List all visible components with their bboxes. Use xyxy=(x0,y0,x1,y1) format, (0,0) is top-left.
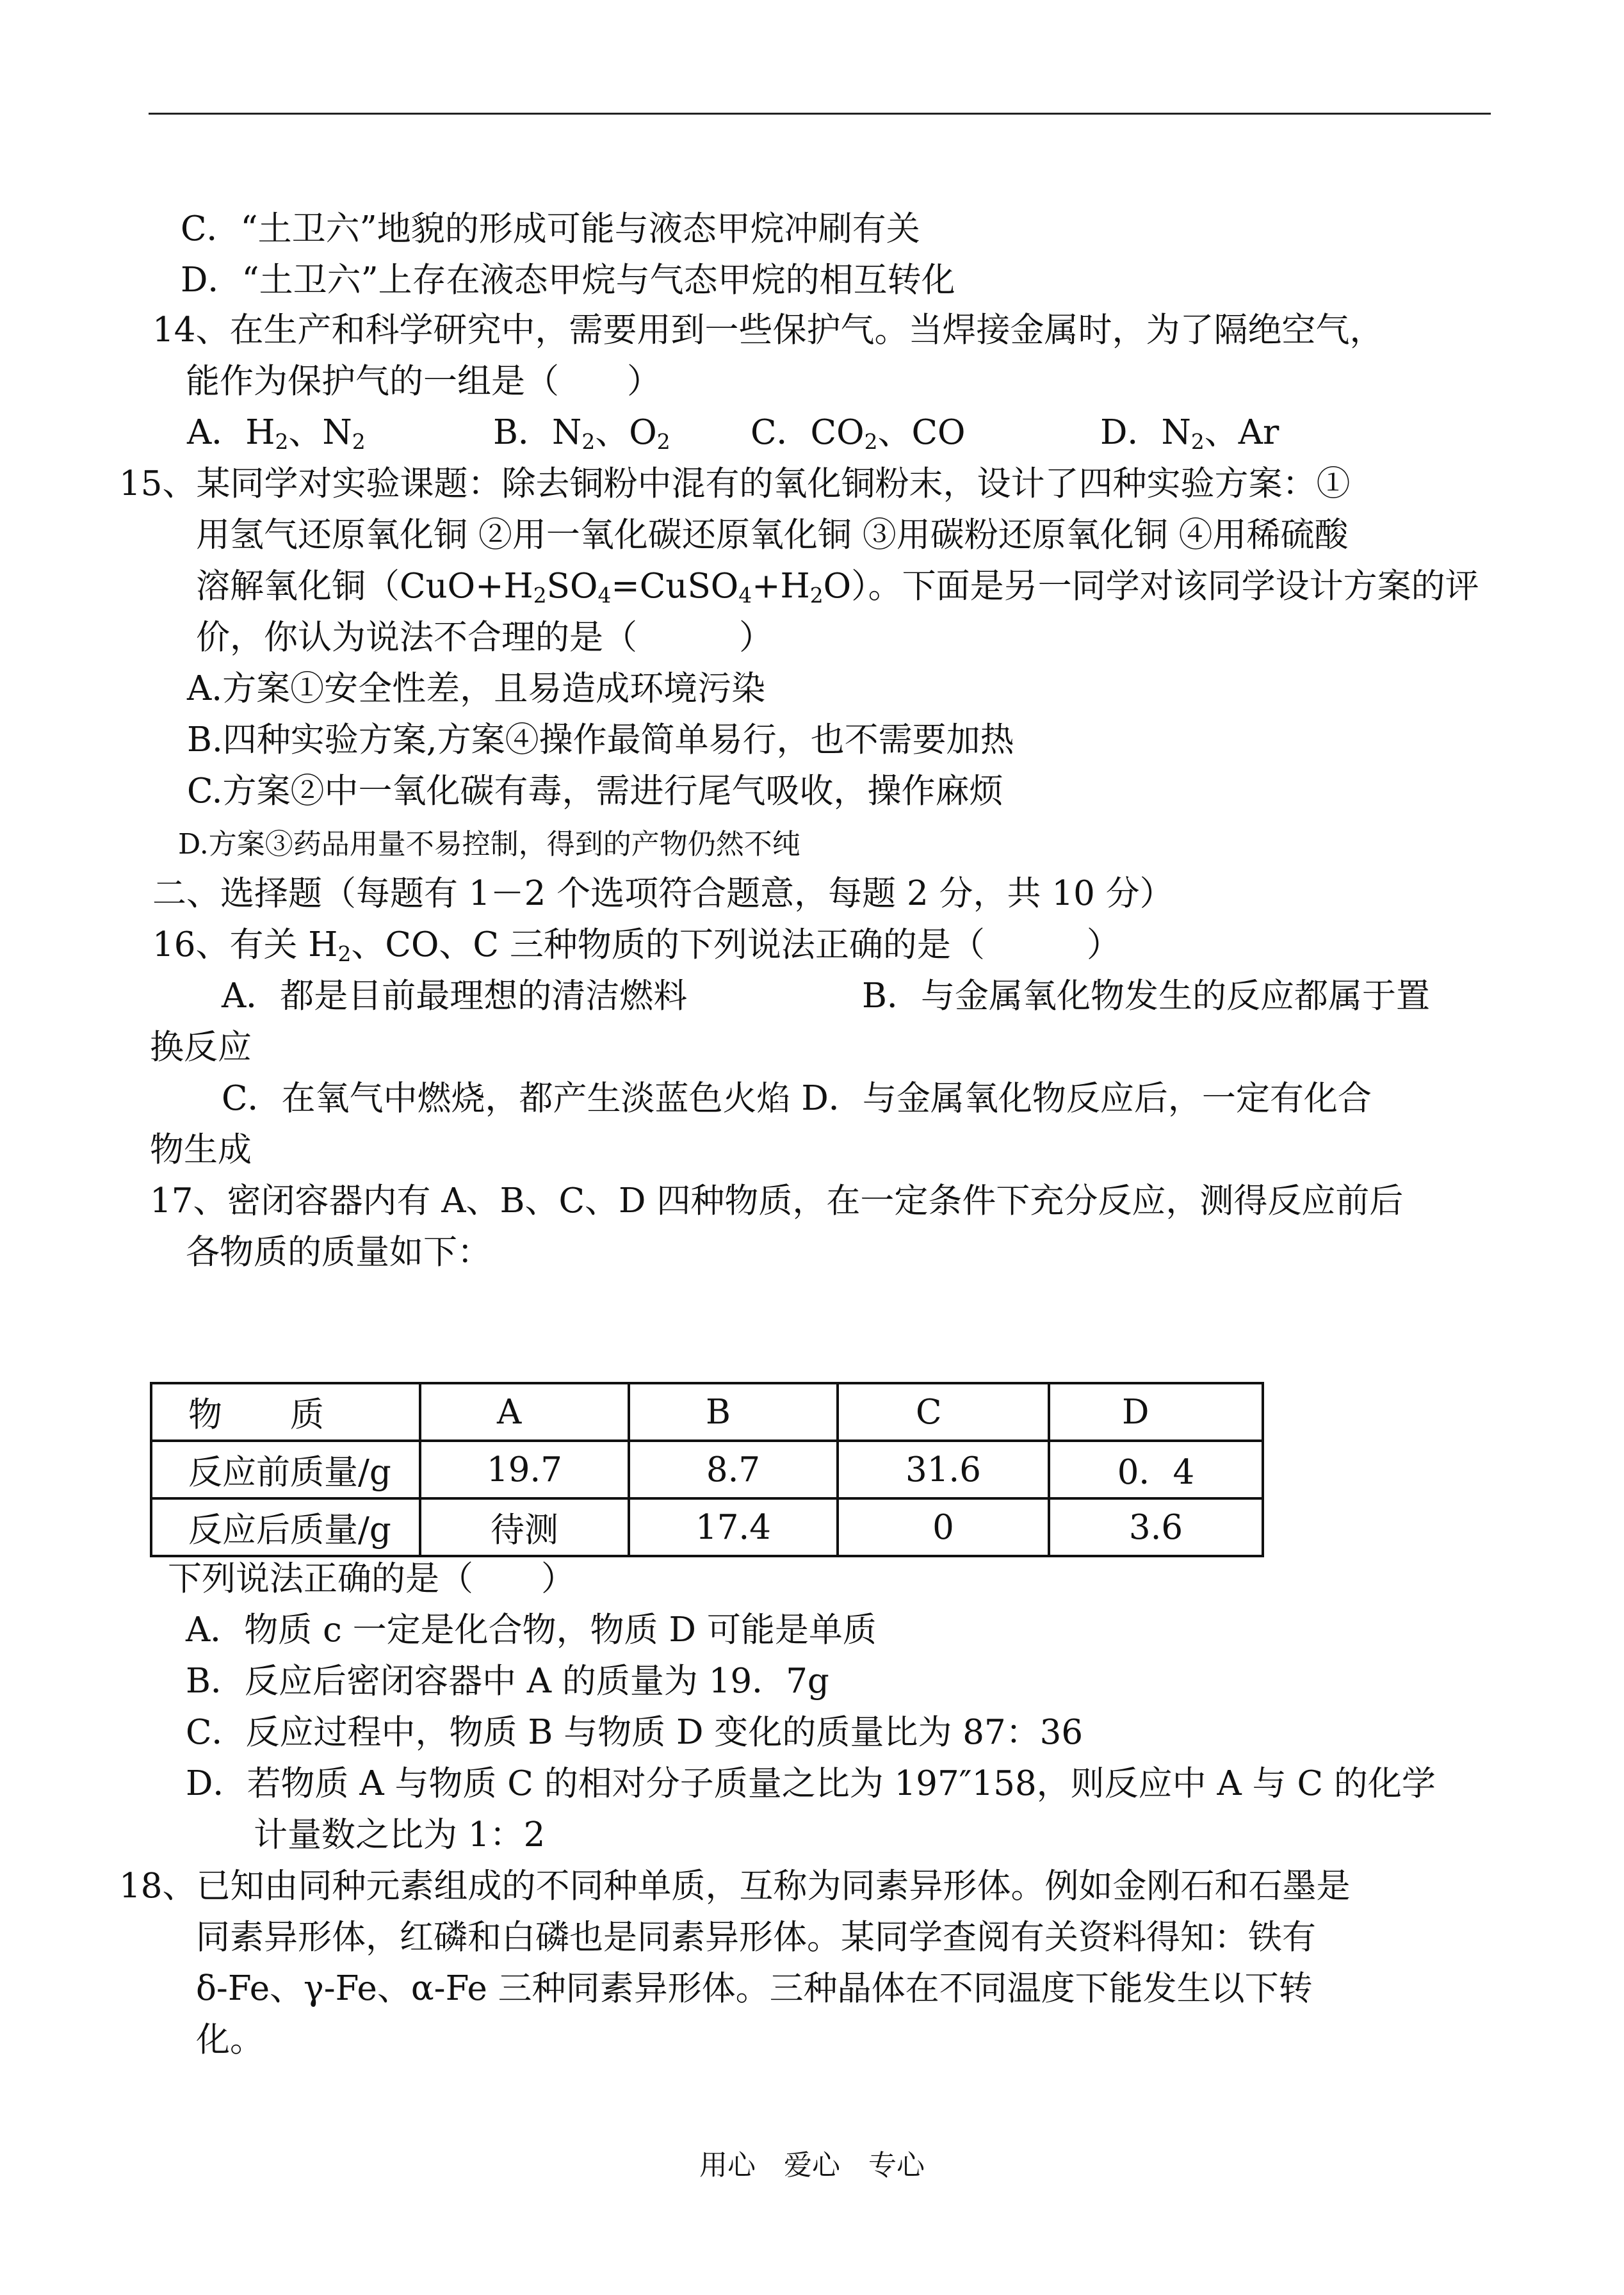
table-cell: 待测 xyxy=(420,1498,629,1556)
q14-option-a: A．$H_2$、$N_2$ xyxy=(187,413,366,455)
q16-option-a: A．都是目前最理想的清洁燃料 xyxy=(222,977,688,1016)
q14-option-d: D．$N_2$、Ar xyxy=(1100,413,1279,455)
q16-option-c-d: C．在氧气中燃烧，都产生淡蓝色火焰 D．与金属氧化物反应后，一定有化合 xyxy=(222,1079,1372,1118)
q14-option-c: C．$CO_2$、CO xyxy=(751,413,966,455)
table-cell: 19.7 xyxy=(420,1441,629,1498)
table-header-cell: B xyxy=(629,1383,838,1441)
table-cell: 17.4 xyxy=(629,1498,838,1556)
q14-line-1: 14、在生产和科学研究中，需要用到一些保护气。当焊接金属时，为了隔绝空气， xyxy=(152,311,1384,350)
q16-option-b-cont: 换反应 xyxy=(150,1028,252,1067)
q17-line-2: 各物质的质量如下： xyxy=(186,1233,491,1272)
table-cell: 0．4 xyxy=(1049,1441,1263,1498)
table-cell: 3.6 xyxy=(1049,1498,1263,1556)
section-heading: 二、选择题（每题有 1－2 个选项符合题意，每题 2 分，共 10 分） xyxy=(152,874,1174,913)
q15-option-b: B.四种实验方案,方案④操作最简单易行，也不需要加热 xyxy=(187,720,1014,759)
table-cell: 0 xyxy=(838,1498,1049,1556)
q17-option-c: C．反应过程中，物质 B 与物质 D 变化的质量比为 87：36 xyxy=(186,1713,1084,1752)
q17-line-1: 17、密闭容器内有 A、B、C、D 四种物质，在一定条件下充分反应，测得反应前后 xyxy=(150,1181,1404,1220)
page-footer: 用心 爱心 专心 xyxy=(699,2149,925,2182)
q17-option-d-cont: 计量数之比为 1：2 xyxy=(254,1815,546,1854)
q18-line-3: δ-Fe、γ-Fe、α-Fe 三种同素异形体。三种晶体在不同温度下能发生以下转 xyxy=(196,1969,1313,2008)
q13-option-d: D．“土卫六”上存在液态甲烷与气态甲烷的相互转化 xyxy=(181,261,955,300)
q14-line-2: 能作为保护气的一组是（ ） xyxy=(186,362,661,401)
table-row xyxy=(151,1498,1263,1556)
table-cell: 反应后质量/g xyxy=(151,1498,420,1556)
q17-option-a: A．物质 c 一定是化合物，物质 D 可能是单质 xyxy=(186,1610,877,1650)
table-header-cell: 物 质 xyxy=(151,1383,420,1441)
table-cell: 8.7 xyxy=(629,1441,838,1498)
q18-line-4: 化。 xyxy=(196,2020,264,2059)
q17-option-d: D．若物质 A 与物质 C 的相对分子质量之比为 197″158，则反应中 A 与 C 的化学 xyxy=(186,1764,1436,1803)
q17-stem: 下列说法正确的是（ ） xyxy=(168,1559,575,1598)
q15-option-d: D.方案③药品用量不易控制，得到的产物仍然不纯 xyxy=(178,828,800,861)
table-cell: 反应前质量/g xyxy=(151,1441,420,1498)
q15-option-a: A.方案①安全性差，且易造成环境污染 xyxy=(187,669,766,708)
q13-option-c: C．“土卫六”地貌的形成可能与液态甲烷冲刷有关 xyxy=(181,209,920,248)
q17-option-b: B．反应后密闭容器中 A 的质量为 19．7g xyxy=(186,1662,829,1701)
q16-stem: 16、有关 $H_2$、CO、C 三种物质的下列说法正确的是（ ） xyxy=(152,925,1121,967)
table-row xyxy=(151,1441,1263,1498)
table-header-cell: A xyxy=(420,1383,629,1441)
table-header-cell: D xyxy=(1049,1383,1263,1441)
q15-line-1: 15、某同学对实验课题：除去铜粉中混有的氧化铜粉末，设计了四种实验方案：① xyxy=(119,464,1351,503)
q14-option-b: B．$N_2$、$O_2$ xyxy=(493,413,670,455)
q18-line-1: 18、已知由同种元素组成的不同种单质，互称为同素异形体。例如金刚石和石墨是 xyxy=(119,1867,1351,1906)
table-row xyxy=(151,1383,1263,1441)
q15-line-3: 溶解氧化铜$(CuO+H_2SO_4=CuSO_4+H_2O)$。下面是另一同学对该同学设计方案的评 xyxy=(196,567,1479,608)
table-cell: 31.6 xyxy=(838,1441,1049,1498)
q16-option-d-cont: 物生成 xyxy=(150,1130,252,1169)
q16-option-b: B．与金属氧化物发生的反应都属于置 xyxy=(862,977,1430,1016)
header-rule xyxy=(149,113,1491,115)
q15-line-2: 用氢气还原氧化铜 ②用一氧化碳还原氧化铜 ③用碳粉还原氧化铜 ④用稀硫酸 xyxy=(196,515,1349,555)
q15-option-c: C.方案②中一氧化碳有毒，需进行尾气吸收，操作麻烦 xyxy=(187,772,1003,811)
table-header-cell: C xyxy=(838,1383,1049,1441)
q18-line-2: 同素异形体，红磷和白磷也是同素异形体。某同学查阅有关资料得知：铁有 xyxy=(196,1918,1316,1957)
q15-line-4: 价，你认为说法不合理的是（ ） xyxy=(196,618,773,657)
mass-table xyxy=(150,1382,1264,1557)
